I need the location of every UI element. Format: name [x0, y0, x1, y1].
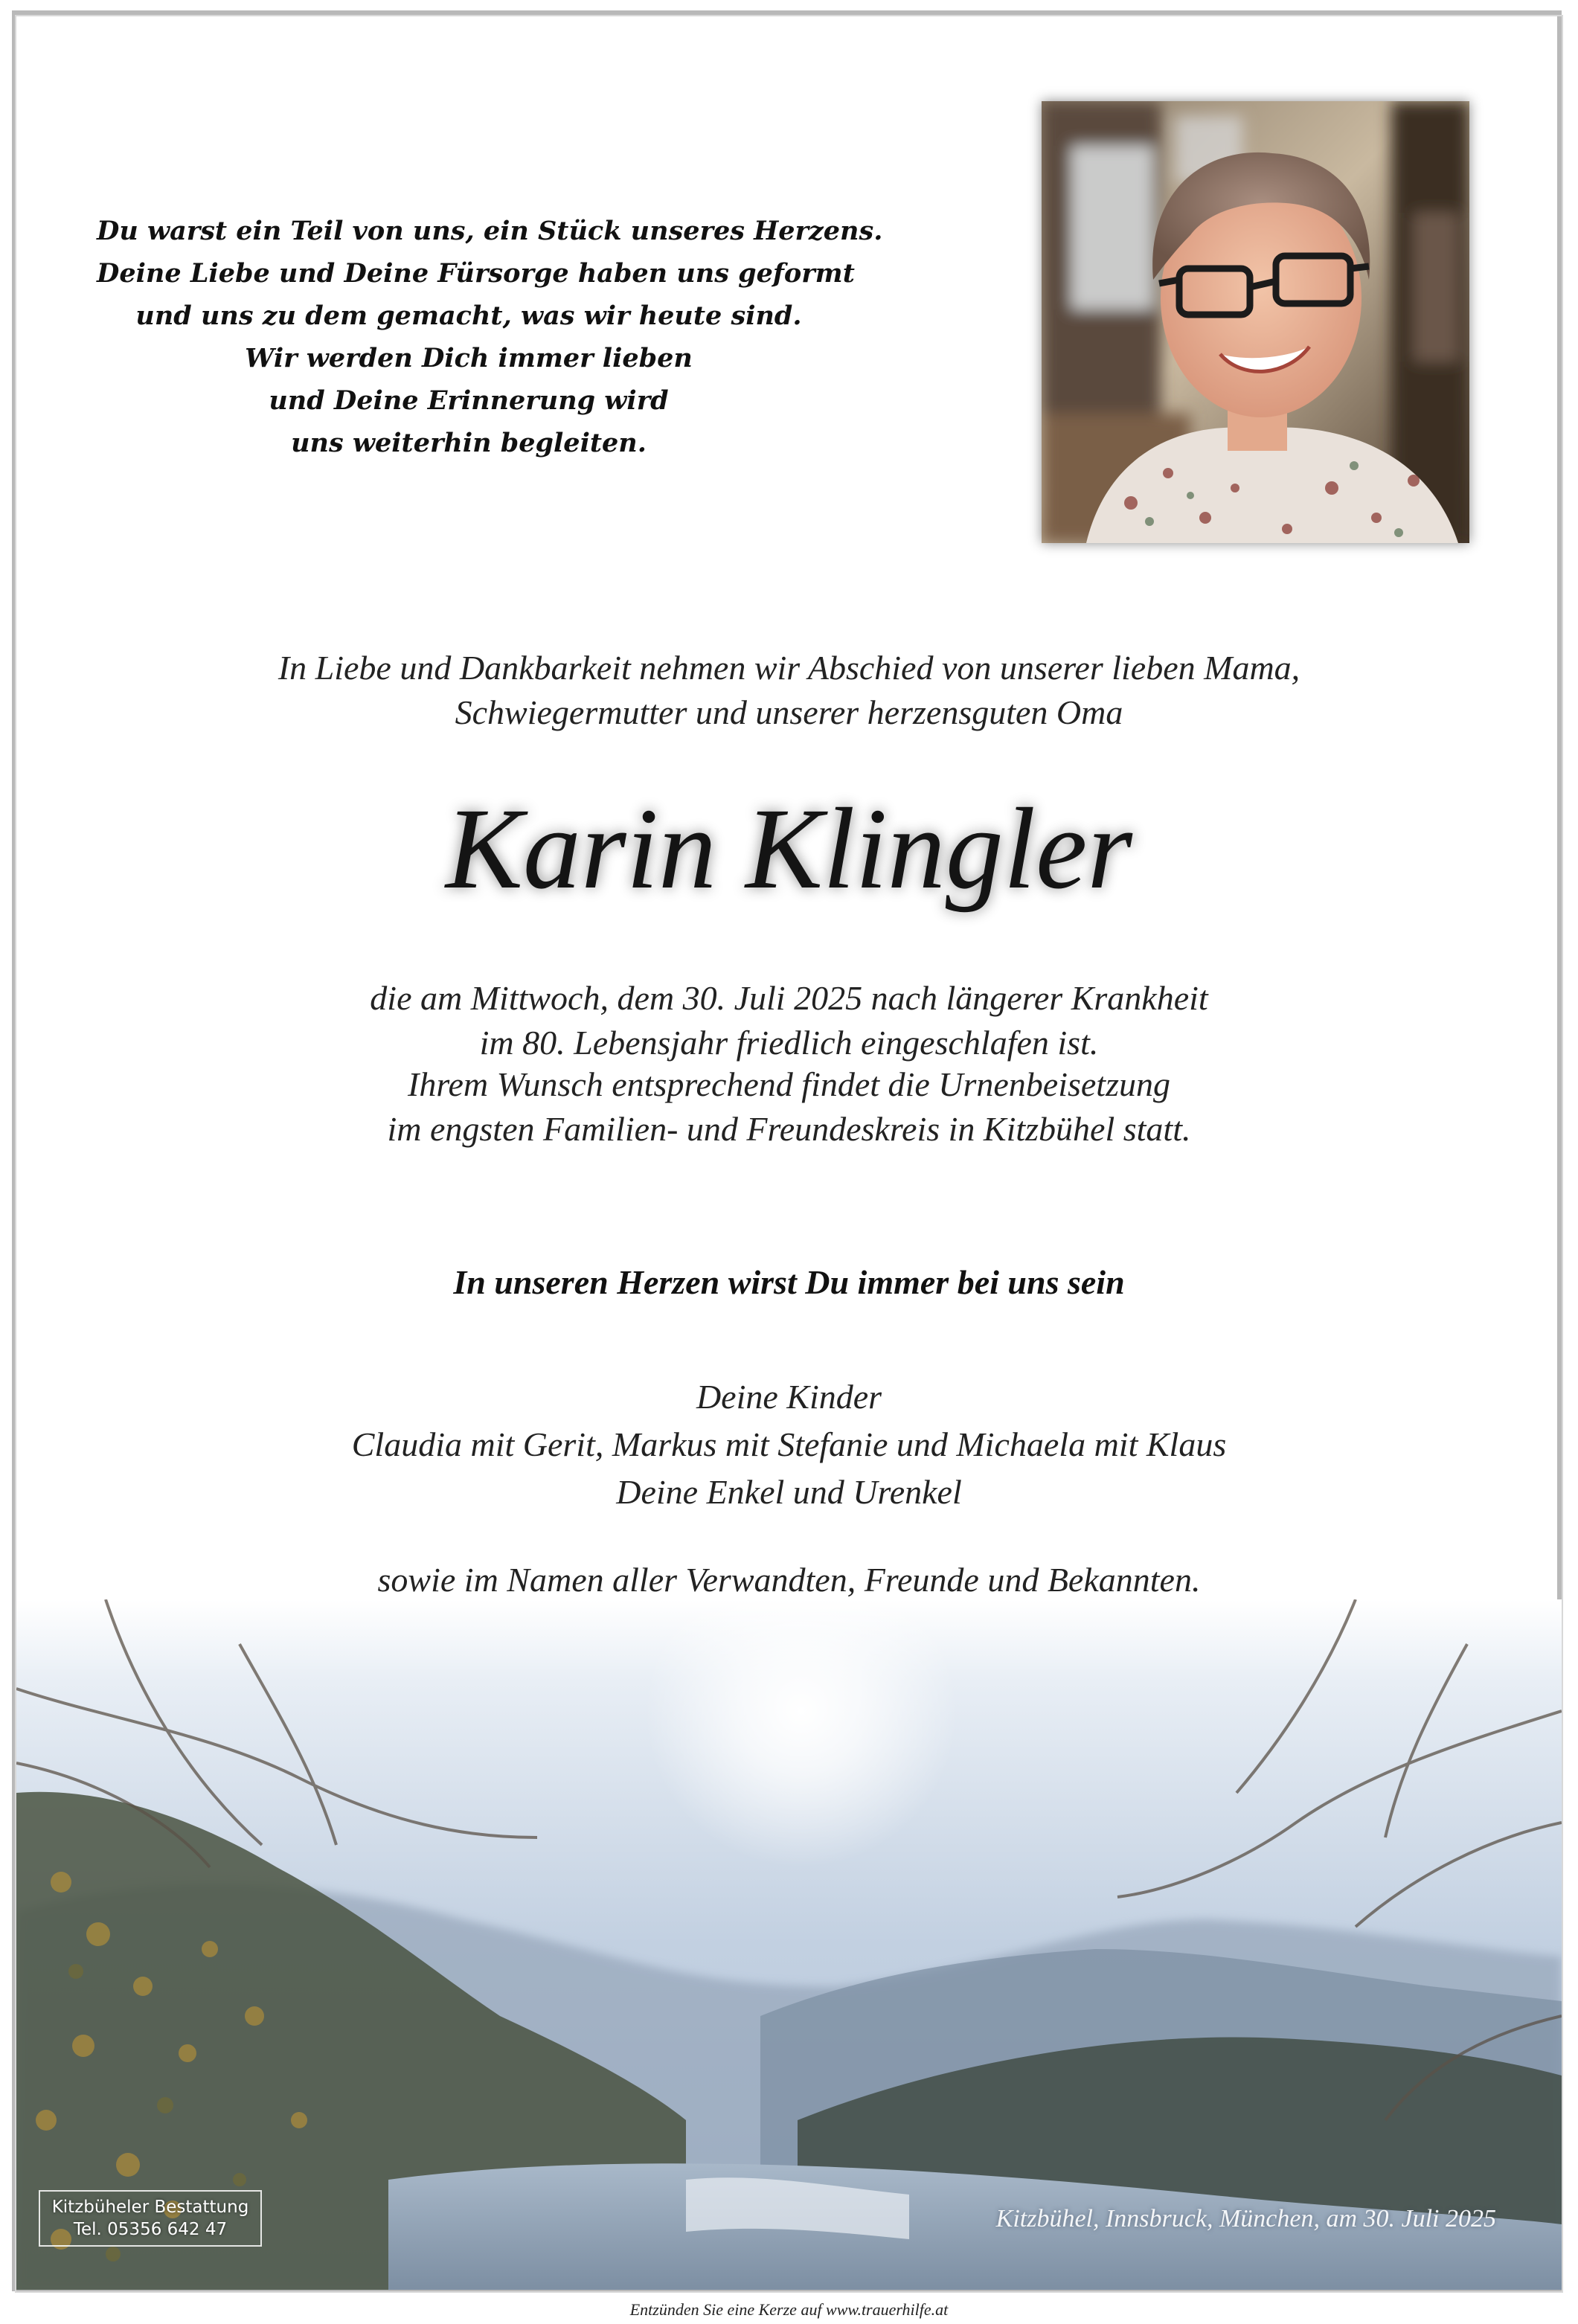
poem-line: Deine Liebe und Deine Fürsorge haben uns geformt: [97, 258, 855, 289]
family-line: Deine Kinder: [696, 1378, 882, 1416]
family-line: Claudia mit Gerit, Markus mit Stefanie und Michaela mit Klaus: [351, 1425, 1227, 1463]
death-line: im 80. Lebensjahr friedlich eingeschlafen ist.: [479, 1024, 1099, 1062]
candle-link-note[interactable]: Entzünden Sie eine Kerze auf www.trauerhilfe.at: [629, 2300, 949, 2319]
landscape-drawing: [16, 1599, 1562, 2290]
burial-line: im engsten Familien- und Freundeskreis in Kitzbühel statt.: [387, 1110, 1191, 1148]
logo-phone: Tel. 05356 642 47: [73, 2220, 228, 2239]
burial-line: Ihrem Wunsch entsprechend findet die Urnenbeisetzung: [408, 1065, 1170, 1103]
logo-name: Kitzbüheler Bestattung: [51, 2198, 249, 2217]
poem-line: und uns zu dem gemacht, was wir heute sind.: [135, 301, 802, 331]
death-notice: [74, 976, 1504, 1065]
intro-line: Schwiegermutter und unserer herzensguten Oma: [455, 693, 1123, 731]
family-line: Deine Enkel und Urenkel: [616, 1473, 962, 1511]
poem-line: Wir werden Dich immer lieben: [245, 343, 693, 373]
place-date: Kitzbühel, Innsbruck, München, am 30. Juli 2025: [995, 2205, 1496, 2232]
burial-notice: [74, 1062, 1504, 1152]
poem-line: und Deine Erinnerung wird: [269, 385, 669, 416]
relatives-line: sowie im Namen aller Verwandten, Freunde und Bekannten.: [377, 1561, 1201, 1599]
portrait-photo: [1042, 101, 1469, 543]
death-line: die am Mittwoch, dem 30. Juli 2025 nach längerer Krankheit: [370, 979, 1208, 1017]
landscape-image: [16, 1599, 1562, 2290]
portrait-image: [1042, 101, 1469, 543]
deceased-name: Karin Klingler: [445, 784, 1133, 913]
funeral-home-logo: [39, 2190, 262, 2247]
poem-line: uns weiterhin begleiten.: [291, 428, 647, 458]
family-list: [74, 1373, 1504, 1516]
memorial-quote: In unseren Herzen wirst Du immer bei uns sein: [453, 1263, 1125, 1301]
poem: [97, 210, 883, 464]
poem-line: Du warst ein Teil von uns, ein Stück unseres Herzens.: [97, 216, 883, 246]
intro-line: In Liebe und Dankbarkeit nehmen wir Abschied von unserer lieben Mama,: [278, 649, 1300, 687]
intro-text: [74, 646, 1504, 735]
